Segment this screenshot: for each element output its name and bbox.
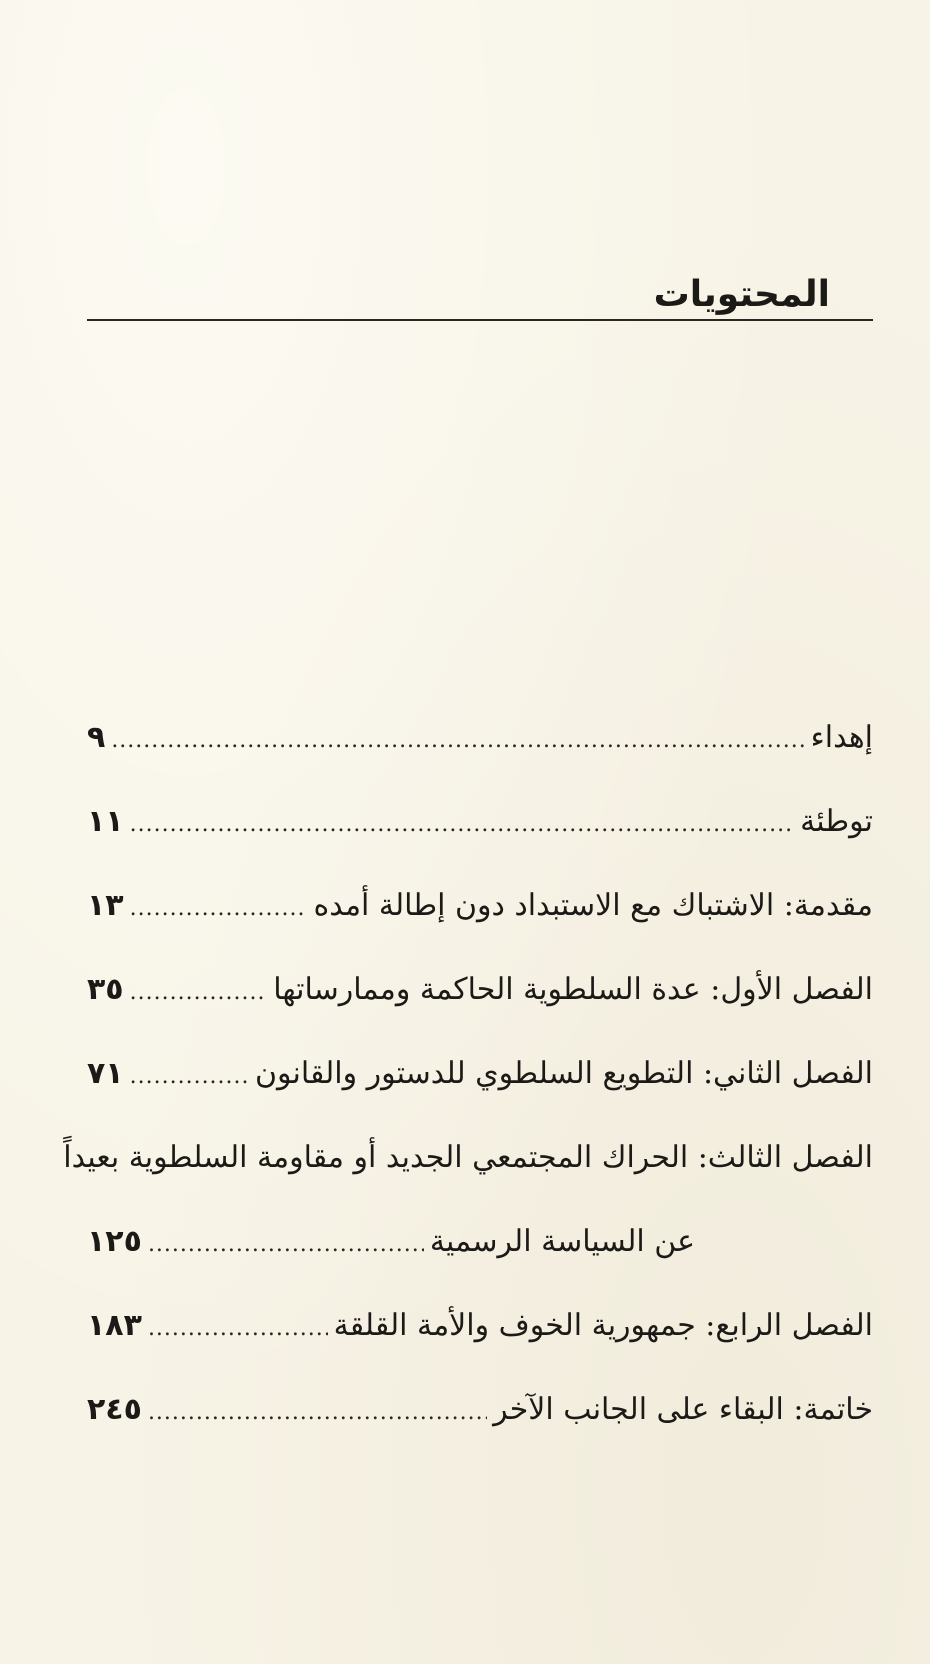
- dot-leader: [130, 1051, 249, 1103]
- toc-entry-label: عن السياسة الرسمية: [429, 1224, 695, 1259]
- toc-entry-page: ٢٤٥: [87, 1392, 142, 1427]
- dot-leader: [148, 1303, 328, 1355]
- toc-entry-chapter-4: [87, 1300, 873, 1384]
- dot-leader: [148, 1219, 424, 1271]
- page-title: المحتويات: [653, 274, 830, 315]
- toc-entry-label: الفصل الثاني: التطويع السلطوي للدستور والقانون: [254, 1056, 873, 1091]
- dot-leader: [148, 1387, 487, 1439]
- toc-entry-dedication: [87, 712, 873, 796]
- toc-entry-preface: [87, 796, 873, 880]
- dot-leader: [130, 799, 795, 851]
- toc-entry-page: ١١: [87, 804, 124, 839]
- toc-entry-page: ١٢٥: [87, 1224, 142, 1259]
- toc-entry-page: ٣٥: [87, 972, 124, 1007]
- toc-entry-label: إهداء: [810, 720, 873, 755]
- toc-entry-chapter-3-continued: [87, 1216, 873, 1300]
- toc-entry-conclusion: [87, 1384, 873, 1468]
- title-divider: [87, 319, 873, 321]
- toc-entry-label: الفصل الأول: عدة السلطوية الحاكمة وممارساتها: [273, 972, 873, 1007]
- toc-entry-page: ٩: [87, 720, 106, 755]
- toc-entry-label: الفصل الرابع: جمهورية الخوف والأمة القلقة: [333, 1308, 873, 1343]
- toc-entry-page: ١٣: [87, 888, 124, 923]
- toc-entry-label: مقدمة: الاشتباك مع الاستبداد دون إطالة أمده: [313, 888, 873, 923]
- toc-entry-chapter-2: [87, 1048, 873, 1132]
- toc-entry-chapter-1: [87, 964, 873, 1048]
- toc-entry-page: ١٨٣: [87, 1308, 142, 1343]
- toc-entry-label: خاتمة: البقاء على الجانب الآخر: [493, 1392, 873, 1427]
- table-of-contents: [63, 712, 873, 1468]
- toc-entry-page: ٧١: [87, 1056, 124, 1091]
- toc-entry-chapter-3: [63, 1132, 873, 1216]
- toc-entry-label: الفصل الثالث: الحراك المجتمعي الجديد أو مقاومة السلطوية بعيداً: [63, 1140, 873, 1175]
- toc-entry-label: توطئة: [800, 804, 873, 839]
- dot-leader: [130, 883, 308, 935]
- dot-leader: [111, 715, 804, 767]
- toc-entry-introduction: [87, 880, 873, 964]
- dot-leader: [130, 967, 268, 1019]
